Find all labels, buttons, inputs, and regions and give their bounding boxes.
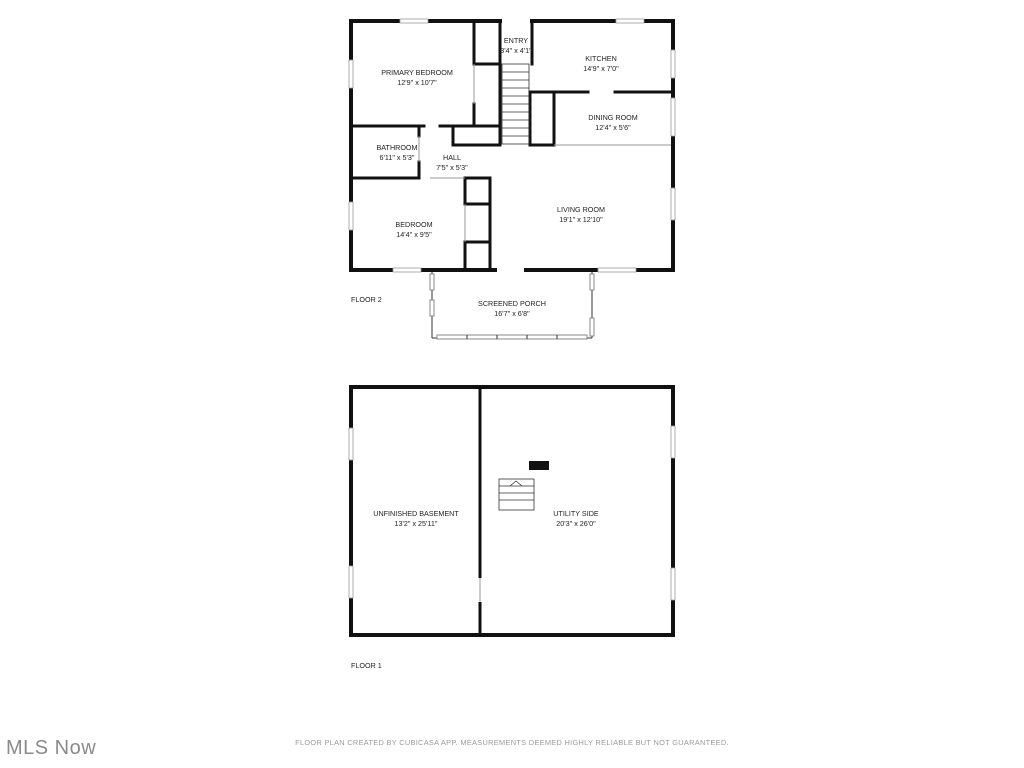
svg-text:12'9" x 10'7": 12'9" x 10'7" xyxy=(397,78,437,87)
floor-1-plan xyxy=(349,387,675,670)
room-label-entry xyxy=(500,36,532,55)
room-label-unfinished-basement xyxy=(373,509,459,528)
svg-text:14'4" x 9'5": 14'4" x 9'5" xyxy=(396,230,432,239)
floor-2-plan xyxy=(349,19,675,339)
svg-text:UTILITY SIDE: UTILITY SIDE xyxy=(553,509,599,518)
room-label-primary-bedroom xyxy=(381,68,453,87)
svg-text:20'3" x 26'0": 20'3" x 26'0" xyxy=(556,519,596,528)
svg-text:LIVING ROOM: LIVING ROOM xyxy=(557,205,605,214)
svg-text:14'9" x 7'0": 14'9" x 7'0" xyxy=(583,64,619,73)
disclaimer-text: FLOOR PLAN CREATED BY CUBICASA APP. MEASUREMENTS DEEMED HIGHLY RELIABLE BUT NOT GUARANTEED. xyxy=(295,738,729,747)
furnace-unit xyxy=(529,461,549,470)
room-label-screened-porch xyxy=(478,299,546,318)
svg-text:KITCHEN: KITCHEN xyxy=(585,54,617,63)
svg-text:DINING ROOM: DINING ROOM xyxy=(588,113,638,122)
room-label-bathroom xyxy=(377,143,418,162)
room-label-kitchen xyxy=(583,54,619,73)
room-label-dining-room xyxy=(588,113,638,132)
svg-text:16'7" x 6'8": 16'7" x 6'8" xyxy=(494,309,530,318)
svg-text:PRIMARY BEDROOM: PRIMARY BEDROOM xyxy=(381,68,453,77)
room-label-living-room xyxy=(557,205,605,224)
floor-1-label: FLOOR 1 xyxy=(351,661,382,670)
staircase-floor-2 xyxy=(502,64,529,144)
svg-text:BATHROOM: BATHROOM xyxy=(376,143,418,152)
svg-text:UNFINISHED BASEMENT: UNFINISHED BASEMENT xyxy=(373,509,459,518)
svg-text:HALL: HALL xyxy=(443,153,461,162)
svg-text:6'11" x 5'3": 6'11" x 5'3" xyxy=(379,153,415,162)
svg-text:3'4" x 4'1": 3'4" x 4'1" xyxy=(500,46,532,55)
room-label-utility-side xyxy=(553,509,599,528)
svg-text:ENTRY: ENTRY xyxy=(503,36,529,45)
svg-text:13'2" x 25'11": 13'2" x 25'11" xyxy=(394,519,438,528)
svg-text:SCREENED PORCH: SCREENED PORCH xyxy=(478,299,546,308)
svg-text:12'4" x 5'6": 12'4" x 5'6" xyxy=(595,123,631,132)
floor-2-label: FLOOR 2 xyxy=(351,295,382,304)
svg-text:7'5" x 5'3": 7'5" x 5'3" xyxy=(436,163,468,172)
svg-text:BEDROOM: BEDROOM xyxy=(395,220,433,229)
svg-text:19'1" x 12'10": 19'1" x 12'10" xyxy=(559,215,603,224)
staircase-floor-1 xyxy=(499,479,534,510)
mls-now-watermark: MLS Now xyxy=(6,737,97,759)
room-label-bedroom xyxy=(395,220,432,239)
room-label-hall xyxy=(436,153,468,172)
